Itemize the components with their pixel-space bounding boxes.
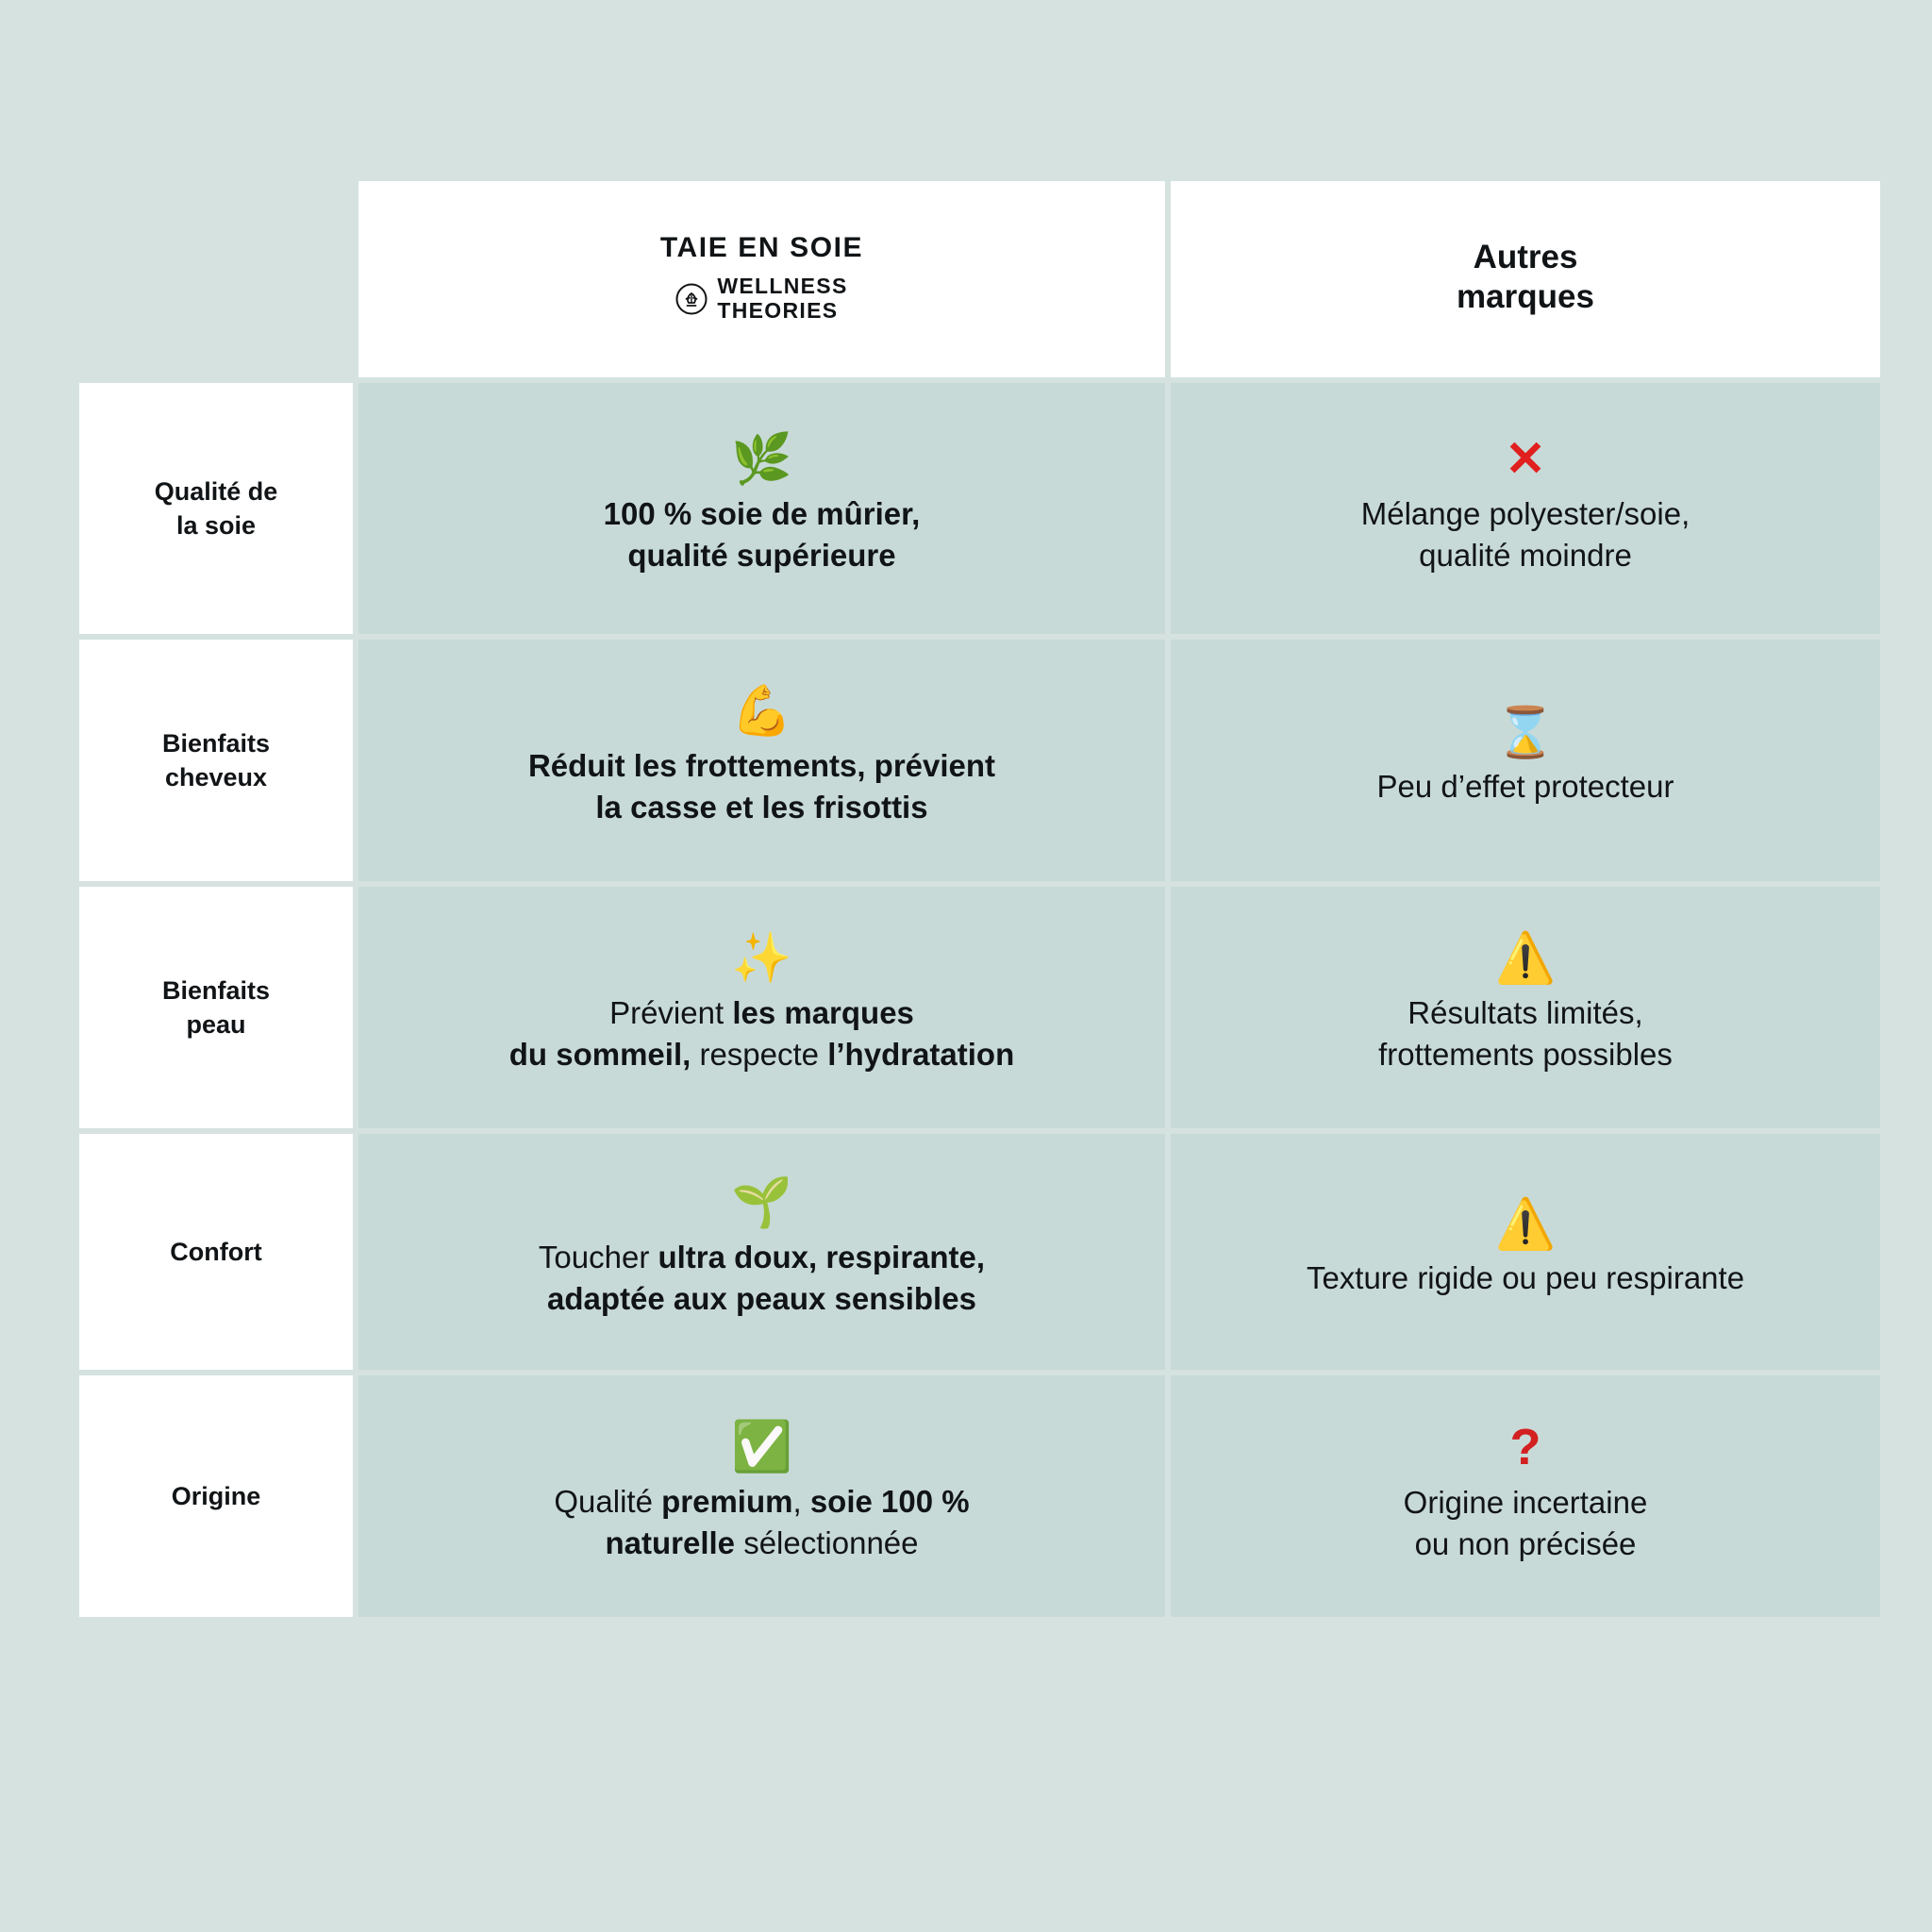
- comparison-table-wrapper: [74, 175, 1869, 1623]
- brand-cell-origin: [358, 1375, 1165, 1617]
- brand-cell-line1: 100 % soie de mûrier,: [603, 496, 921, 532]
- brand-cell-line1-plain: Toucher: [538, 1240, 658, 1275]
- other-cell-line2: ou non précisée: [1414, 1526, 1637, 1562]
- row-label-line2: cheveux: [164, 763, 268, 791]
- brand-subtitle-line1: WELLNESS: [717, 274, 848, 299]
- header-brand-column: [358, 181, 1165, 377]
- row-label-line2: la soie: [175, 511, 257, 540]
- brand-cell-line1-bold: les marques: [732, 995, 914, 1031]
- sparkles-icon: ✨: [731, 931, 792, 987]
- brand-cell-hair-benefits: [358, 640, 1165, 881]
- row-label-line1: Origine: [171, 1481, 261, 1510]
- wellness-theories-logo-icon: [675, 283, 708, 315]
- row-label-line1: Qualité de: [154, 476, 278, 506]
- other-cell-line1: Mélange polyester/soie,: [1360, 496, 1690, 532]
- brand-cell-line1-bold: premium: [661, 1484, 793, 1520]
- other-cell-line1: Peu d’effet protecteur: [1376, 769, 1674, 805]
- row-label-comfort: [79, 1134, 353, 1370]
- brand-cell-text: [383, 992, 1141, 1075]
- row-label-line2: peau: [186, 1010, 246, 1039]
- green-check-mark-icon: ✅: [731, 1420, 792, 1475]
- other-cell-line1: Résultats limités,: [1407, 995, 1643, 1031]
- brand-cell-line1-plain2: ,: [792, 1484, 810, 1520]
- table-row: [79, 640, 1880, 881]
- brand-cell-silk-quality: [358, 383, 1165, 634]
- other-cell-origin: [1171, 1375, 1880, 1617]
- brand-cell-text: [383, 1237, 1141, 1320]
- other-cell-text: [1195, 1482, 1856, 1565]
- other-cell-line2: frottements possibles: [1378, 1037, 1673, 1073]
- other-cell-text: [1195, 1257, 1856, 1299]
- comparison-table: [74, 175, 1886, 1623]
- brand-cell-skin-benefits: [358, 887, 1165, 1128]
- red-cross-mark-icon: ✕: [1505, 432, 1546, 488]
- brand-subtitle: [717, 275, 847, 324]
- brand-cell-line2: la casse et les frisottis: [595, 790, 928, 825]
- brand-cell-line1: Réduit les frottements, prévient: [527, 748, 996, 784]
- table-row: [79, 1134, 1880, 1370]
- other-cell-line1: Origine incertaine: [1403, 1485, 1648, 1521]
- seedling-icon: 🌱: [731, 1175, 792, 1231]
- hourglass-icon: ⌛: [1494, 705, 1557, 760]
- brand-cell-line1-bold2: soie 100 %: [809, 1484, 970, 1520]
- other-brands-title-line1: Autres: [1473, 239, 1578, 275]
- row-label-line1: Bienfaits: [161, 728, 271, 758]
- flexed-biceps-icon: 💪: [731, 684, 792, 740]
- other-cell-silk-quality: [1171, 383, 1880, 634]
- brand-title: TAIE EN SOIE: [659, 232, 864, 264]
- table-row: [79, 1375, 1880, 1617]
- warning-sign-icon: ⚠️: [1494, 1196, 1557, 1252]
- brand-cell-line2-bold: adaptée aux peaux sensibles: [547, 1281, 976, 1317]
- row-label-hair-benefits: [79, 640, 353, 881]
- table-header-row: [79, 181, 1880, 377]
- header-corner-empty: [79, 181, 353, 377]
- brand-cell-line1-bold: ultra doux, respirante,: [658, 1240, 986, 1275]
- other-cell-line2: qualité moindre: [1419, 538, 1632, 574]
- other-cell-comfort: [1171, 1134, 1880, 1370]
- brand-cell-text: [383, 745, 1141, 828]
- other-cell-skin-benefits: [1171, 887, 1880, 1128]
- brand-cell-line2-bold: du sommeil,: [508, 1037, 691, 1073]
- red-question-mark-icon: ?: [1509, 1419, 1541, 1476]
- herb-leaf-icon: 🌿: [731, 432, 792, 488]
- row-label-line1: Confort: [170, 1237, 262, 1266]
- brand-cell-line2-bold2: l’hydratation: [827, 1037, 1015, 1073]
- header-other-column: [1171, 181, 1880, 377]
- other-cell-hair-benefits: [1171, 640, 1880, 881]
- other-cell-text: [1195, 493, 1856, 576]
- warning-sign-icon: ⚠️: [1494, 931, 1557, 987]
- brand-cell-comfort: [358, 1134, 1165, 1370]
- brand-cell-line2: qualité supérieure: [627, 538, 896, 574]
- row-label-silk-quality: [79, 383, 353, 634]
- other-cell-text: [1195, 992, 1856, 1075]
- other-brands-title: [1190, 238, 1861, 317]
- row-label-skin-benefits: [79, 887, 353, 1128]
- brand-cell-line2-plain: respecte: [691, 1037, 828, 1073]
- other-brands-title-line2: marques: [1457, 278, 1594, 315]
- row-label-origin: [79, 1375, 353, 1617]
- brand-subtitle-line2: THEORIES: [717, 298, 839, 323]
- table-row: [79, 383, 1880, 634]
- brand-cell-text: [383, 1481, 1141, 1564]
- brand-cell-line1-plain: Qualité: [554, 1484, 662, 1520]
- brand-cell-line1-plain: Prévient: [609, 995, 733, 1031]
- brand-cell-text: [383, 493, 1141, 576]
- brand-cell-line2-bold: naturelle: [605, 1525, 736, 1561]
- other-cell-text: [1195, 766, 1856, 808]
- brand-cell-line2-plain: sélectionnée: [735, 1525, 919, 1561]
- brand-logo-row: [377, 275, 1146, 324]
- row-label-line1: Bienfaits: [161, 975, 271, 1005]
- table-row: [79, 887, 1880, 1128]
- other-cell-line1: Texture rigide ou peu respirante: [1306, 1260, 1745, 1296]
